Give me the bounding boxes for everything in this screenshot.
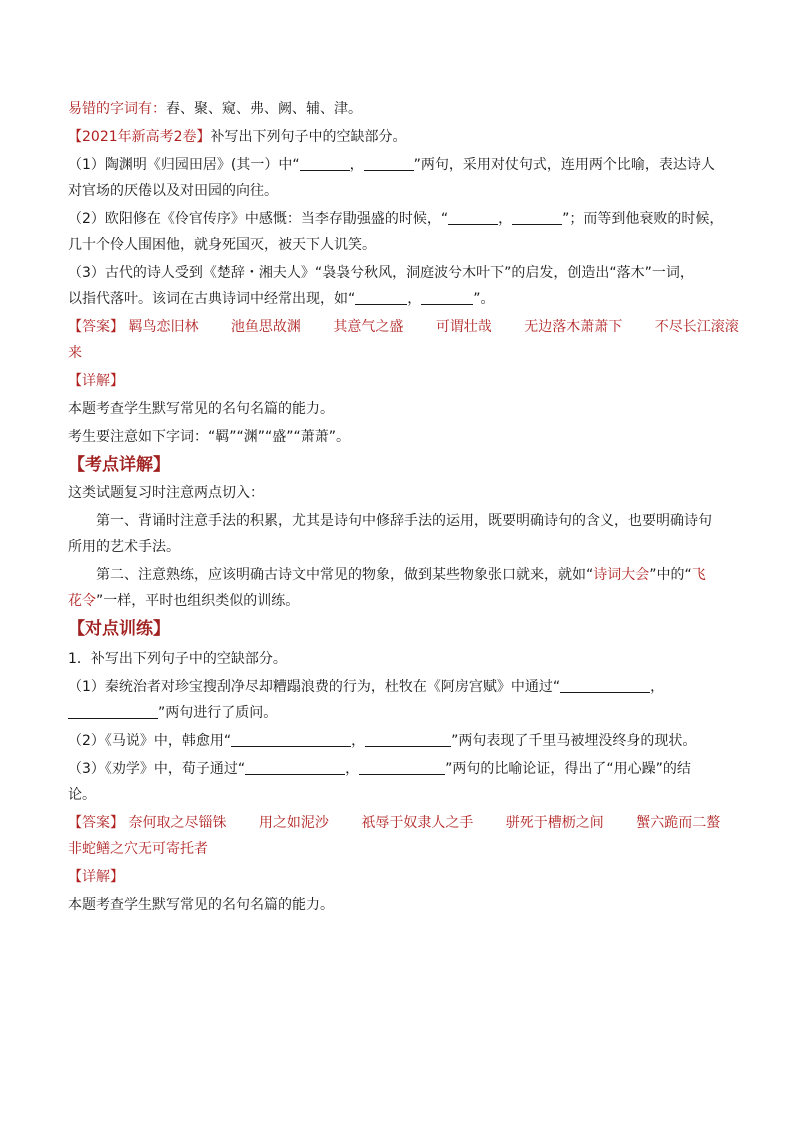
fill-blank bbox=[68, 703, 158, 719]
practice-text: ”两句进行了质问。 bbox=[158, 705, 278, 721]
item-text: ， bbox=[349, 157, 364, 173]
answer-item: 无边落木萧萧下 bbox=[524, 319, 623, 335]
document-page bbox=[68, 96, 739, 918]
kaodian-text: ”一样，平时也组织类似的训练。 bbox=[96, 593, 300, 609]
kaodian-p2-line-2 bbox=[68, 588, 728, 614]
fill-blank bbox=[355, 289, 407, 305]
item-text: ， bbox=[498, 211, 513, 227]
detail-text: 考生要注意如下字词：“羁”“渊”“盛”“萧萧”。 bbox=[68, 429, 351, 445]
item-text: ”。 bbox=[473, 291, 495, 307]
item-text: （1）陶渊明《归园田居》(其一）中“ bbox=[68, 157, 300, 173]
answer-item: 不尽长江滚滚 bbox=[654, 319, 739, 335]
answer-label: 【答案】 bbox=[68, 319, 124, 335]
section-title-kaodian: 【考点详解】 bbox=[68, 455, 170, 475]
answer-wrap: 来 bbox=[68, 345, 82, 361]
fill-blank bbox=[365, 731, 451, 747]
answer-item: 祇辱于奴隶人之手 bbox=[361, 815, 474, 831]
detail-1-line-1 bbox=[68, 396, 728, 422]
answer-item: 骈死于槽枥之间 bbox=[505, 815, 604, 831]
kaodian-p1-line-1 bbox=[68, 508, 728, 534]
answer-label: 【答案】 bbox=[68, 815, 124, 831]
errors-label: 易错的字词有： bbox=[68, 101, 166, 117]
practice-text: 1．补写出下列句子中的空缺部分。 bbox=[68, 651, 287, 667]
practice-text: （1）秦统治者对珍宝搜刮净尽却糟蹋浪费的行为，杜牧在《阿房宫赋》中通过“ bbox=[68, 679, 561, 695]
kaodian-text: 所用的艺术手法。 bbox=[68, 539, 180, 555]
fill-blank bbox=[364, 155, 414, 171]
answer-2-line bbox=[68, 810, 728, 836]
fill-blank bbox=[560, 677, 650, 693]
item-1-line-2 bbox=[68, 178, 728, 204]
answer-wrap: 非蛇鳝之穴无可寄托者 bbox=[68, 841, 208, 857]
answer-2-wrap bbox=[68, 836, 728, 862]
question-source-tag: 【2021年新高考2卷】 bbox=[68, 129, 211, 145]
item-text: （2）欧阳修在《伶官传序》中感慨：当李存勖强盛的时候，“ bbox=[68, 211, 449, 227]
detail-2-line-1 bbox=[68, 892, 728, 918]
answer-item: 奈何取之尽锱铢 bbox=[128, 815, 227, 831]
fill-blank bbox=[448, 209, 498, 225]
detail-text: 本题考查学生默写常见的名句名篇的能力。 bbox=[68, 401, 334, 417]
fill-blank bbox=[359, 759, 445, 775]
item-3-line-1 bbox=[68, 260, 728, 286]
item-2-line-1 bbox=[68, 206, 728, 232]
item-text: 几十个伶人围困他，就身死国灭，被天下人讥笑。 bbox=[68, 237, 376, 253]
answer-item: 羁鸟恋旧林 bbox=[128, 319, 199, 335]
answer-item: 其意气之盛 bbox=[333, 319, 404, 335]
detail-label: 【详解】 bbox=[68, 869, 124, 885]
answer-1-line bbox=[68, 314, 739, 340]
errors-line bbox=[68, 96, 728, 122]
kaodian-p1-line-2 bbox=[68, 534, 728, 560]
item-2-line-2 bbox=[68, 232, 728, 258]
answer-1-wrap bbox=[68, 340, 728, 366]
practice-item-1-line-1 bbox=[68, 674, 728, 700]
practice-text: ， bbox=[650, 679, 665, 695]
kaodian-p2-line-1 bbox=[68, 562, 728, 588]
practice-text: ”两句表现了千里马被埋没终身的现状。 bbox=[451, 733, 697, 749]
item-text: （3）古代的诗人受到《楚辞・湘夫人》“袅袅兮秋风，洞庭波兮木叶下”的启发，创造出“落木”一词， bbox=[68, 265, 694, 281]
item-text: ”两句，采用对仗句式，连用两个比喻，表达诗人 bbox=[413, 157, 715, 173]
practice-text: （3）《劝学》中，荀子通过“ bbox=[68, 761, 246, 777]
fill-blank bbox=[512, 209, 562, 225]
answer-item: 可谓壮哉 bbox=[435, 319, 492, 335]
practice-text: ， bbox=[351, 733, 366, 749]
detail-2-label bbox=[68, 864, 728, 890]
kaodian-text: 第一、背诵时注意手法的积累，尤其是诗句中修辞手法的运用，既要明确诗句的含义，也要明确诗句 bbox=[96, 513, 712, 529]
detail-label: 【详解】 bbox=[68, 373, 124, 389]
highlight-text: 诗词大会 bbox=[593, 567, 650, 583]
detail-1-label bbox=[68, 368, 728, 394]
highlight-text: 飞 bbox=[691, 567, 706, 583]
practice-item-3-line-1 bbox=[68, 756, 728, 782]
item-text: 对官场的厌倦以及对田园的向往。 bbox=[68, 183, 278, 199]
fill-blank bbox=[300, 155, 350, 171]
practice-text: ”两句的比喻论证，得出了“用心躁”的结 bbox=[445, 761, 691, 777]
fill-blank bbox=[231, 731, 351, 747]
answer-item: 用之如泥沙 bbox=[258, 815, 329, 831]
fill-blank bbox=[245, 759, 345, 775]
practice-text: （2）《马说》中，韩愈用“ bbox=[68, 733, 232, 749]
question-2021-header bbox=[68, 124, 728, 150]
detail-1-line-2 bbox=[68, 424, 728, 450]
fill-blank bbox=[421, 289, 473, 305]
item-1-line-1 bbox=[68, 152, 728, 178]
practice-text: 论。 bbox=[68, 787, 96, 803]
kaodian-intro bbox=[68, 480, 728, 506]
practice-text: ， bbox=[345, 761, 360, 777]
detail-text: 本题考查学生默写常见的名句名篇的能力。 bbox=[68, 897, 334, 913]
kaodian-text: 这类试题复习时注意两点切入： bbox=[68, 485, 264, 501]
kaodian-text: ”中的“ bbox=[649, 567, 692, 583]
highlight-text: 花令 bbox=[68, 593, 96, 609]
item-text: ”；而等到他衰败的时候， bbox=[562, 211, 724, 227]
item-3-line-2 bbox=[68, 286, 728, 312]
practice-question-intro bbox=[68, 646, 728, 672]
item-text: ， bbox=[407, 291, 422, 307]
practice-item-3-line-2 bbox=[68, 782, 728, 808]
kaodian-text: 第二、注意熟练，应该明确古诗文中常见的物象，做到某些物象张口就来，就如“ bbox=[96, 567, 594, 583]
item-text: 以指代落叶。该词在古典诗词中经常出现，如“ bbox=[68, 291, 356, 307]
errors-words: 舂、聚、窥、弗、阙、辅、津。 bbox=[166, 101, 362, 117]
answer-item: 池鱼思故渊 bbox=[230, 319, 301, 335]
section-title-duidian: 【对点训练】 bbox=[68, 619, 170, 639]
practice-item-1-line-2 bbox=[68, 700, 728, 726]
question-intro: 补写出下列句子中的空缺部分。 bbox=[210, 129, 407, 145]
practice-item-2 bbox=[68, 728, 728, 754]
answer-item: 蟹六跪而二螯 bbox=[636, 815, 721, 831]
